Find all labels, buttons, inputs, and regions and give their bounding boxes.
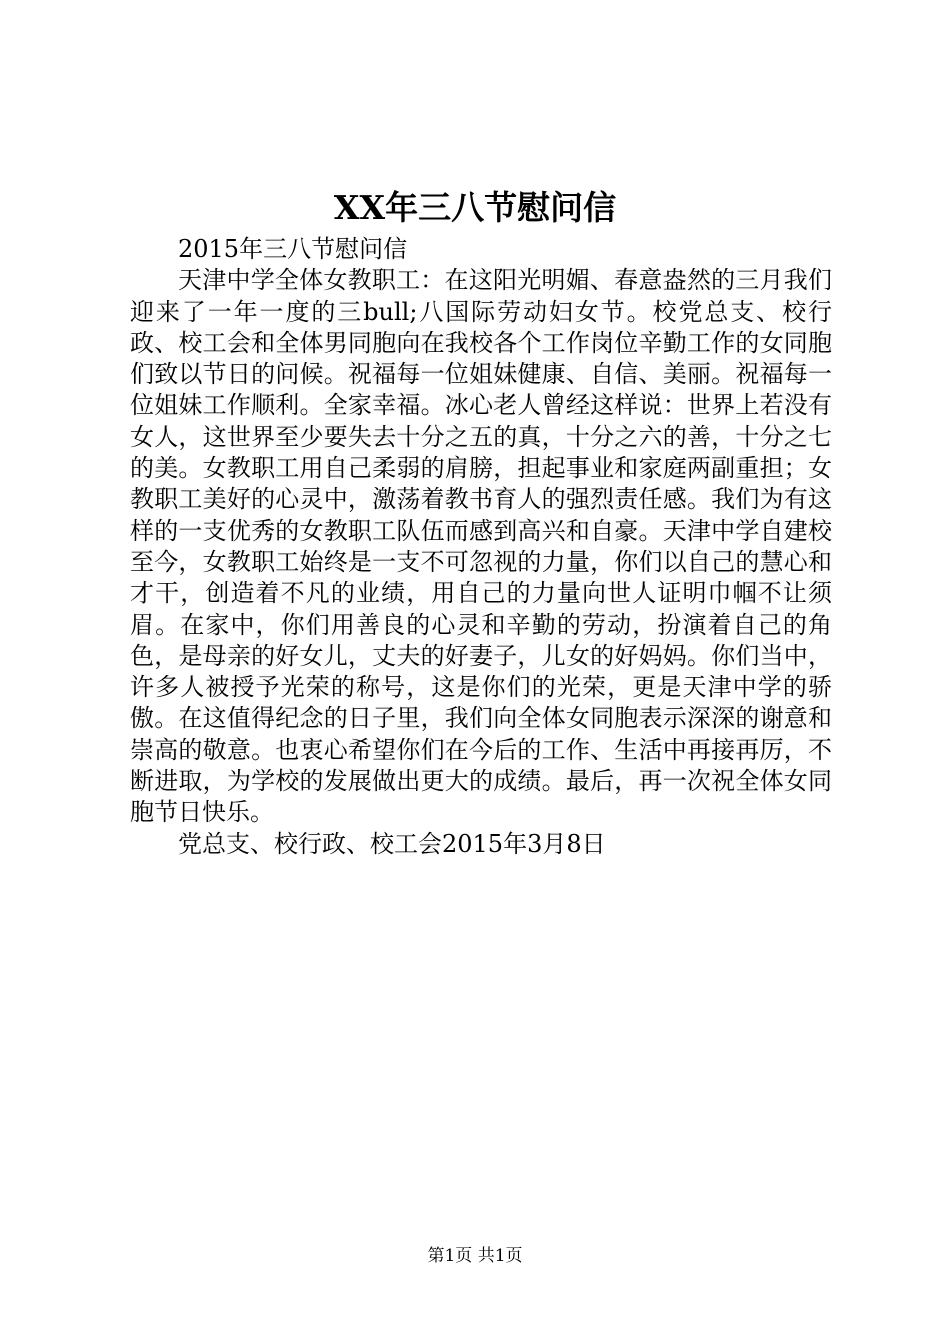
document-body [130, 234, 832, 860]
subtitle-paragraph: 2015年三八节慰问信 [178, 235, 408, 263]
letter-body-paragraph: 天津中学全体女教职工：在这阳光明媚、春意盎然的三月我们迎来了一年一度的三bull;八国际劳动妇女节。校党总支、校行政、校工会和全体男同胞向在我校各个工作岗位辛勤工作的女同胞们致以节日的问候。祝福每一位姐妹健康、自信、美丽。祝福每一位姐妹工作顺利。全家幸福。冰心老人曾经这样说：世界上若没有女人，这世界至少要失去十分之五的真，十分之六的善，十分之七的美。女教职工用自己柔弱的肩膀，担起事业和家庭两副重担；女教职工美好的心灵中，激荡着教书育人的强烈责任感。我们为有这样的一支优秀的女教职工队伍而感到高兴和自豪。天津中学自建校至今，女教职工始终是一支不可忽视的力量，你们以自己的慧心和才干，创造着不凡的业绩，用自己的力量向世人证明巾帼不让须眉。在家中，你们用善良的心灵和辛勤的劳动，扮演着自己的角色，是母亲的好女儿，丈夫的好妻子，儿女的好妈妈。你们当中，许多人被授予光荣的称号，这是你们的光荣，更是天津中学的骄傲。在这值得纪念的日子里，我们向全体女同胞表示深深的谢意和崇高的敬意。也衷心希望你们在今后的工作、生活中再接再厉，不断进取，为学校的发展做出更大的成绩。最后，再一次祝全体女同胞节日快乐。 [130, 266, 832, 827]
page-footer: 第1页 共1页 [427, 1246, 523, 1266]
signature-paragraph: 党总支、校行政、校工会2015年3月8日 [178, 829, 606, 858]
document-title: XX年三八节慰问信 [333, 188, 617, 227]
